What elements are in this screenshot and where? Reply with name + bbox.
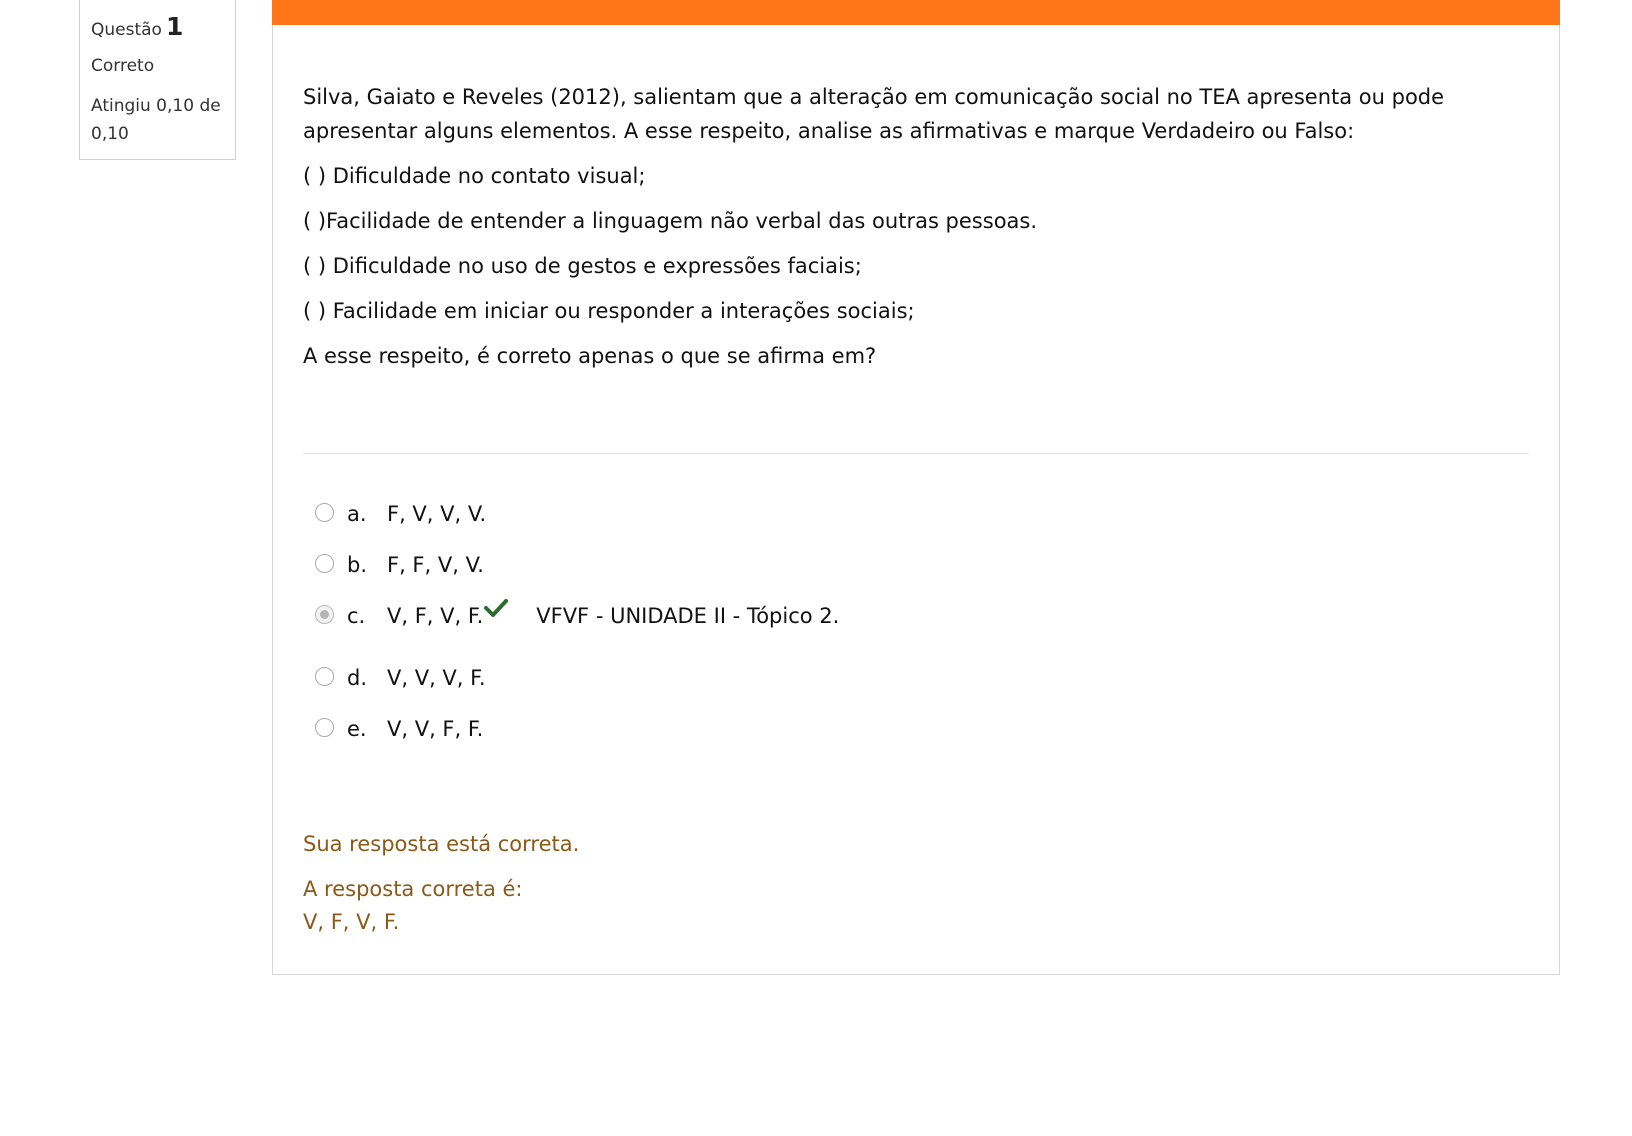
answer-letter: d. <box>347 666 368 690</box>
question-prompt: A esse respeito, é correto apenas o que se afirma em? <box>303 344 877 368</box>
answer-option-b[interactable] <box>315 548 484 582</box>
answer-letter: c. <box>347 604 366 628</box>
radio-button-a[interactable] <box>315 503 334 522</box>
radio-button-d[interactable] <box>315 667 334 686</box>
statement-2: ( )Facilidade de entender a linguagem não verbal das outras pessoas. <box>303 209 1038 233</box>
question-accent-bar <box>272 0 1560 25</box>
answer-option-e[interactable] <box>315 712 483 746</box>
answer-letter: e. <box>347 717 367 741</box>
answer-text: V, V, V, F. <box>387 666 486 690</box>
checkmark-icon <box>484 598 508 618</box>
answer-text: F, F, V, V. <box>387 553 484 577</box>
question-label: Questão <box>91 20 162 40</box>
question-card <box>272 0 1560 975</box>
answer-option-d[interactable] <box>315 661 486 695</box>
question-heading <box>91 12 224 45</box>
radio-button-e[interactable] <box>315 718 334 737</box>
question-state: Correto <box>91 56 155 76</box>
correct-answer-value: V, F, V, F. <box>303 910 400 934</box>
statement-3: ( ) Dificuldade no uso de gestos e expressões faciais; <box>303 254 862 278</box>
question-grade: Atingiu 0,10 de 0,10 <box>91 96 221 144</box>
radio-button-b[interactable] <box>315 554 334 573</box>
general-feedback <box>303 828 579 939</box>
question-number: 1 <box>165 12 184 41</box>
correct-answer-label: A resposta correta é: <box>303 877 523 901</box>
statement-1: ( ) Dificuldade no contato visual; <box>303 164 646 188</box>
answer-text: V, V, F, F. <box>387 717 484 741</box>
result-message: Sua resposta está correta. <box>303 832 580 856</box>
question-intro: Silva, Gaiato e Reveles (2012), salientam que a alteração em comunicação social no TEA apresenta ou pode apresentar alguns elementos. A esse respeito, analise as afirmativas e marque Verdadeiro ou Falso: <box>303 85 1445 143</box>
radio-button-c-selected[interactable] <box>315 605 334 624</box>
statement-4: ( ) Facilidade em iniciar ou responder a interações sociais; <box>303 299 915 323</box>
answer-text: V, F, V, F. <box>387 604 484 628</box>
answer-option-a[interactable] <box>315 497 486 531</box>
answer-letter: a. <box>347 502 367 526</box>
question-info-box <box>79 0 236 160</box>
divider <box>303 453 1529 454</box>
answer-text: F, V, V, V. <box>387 502 487 526</box>
answer-letter: b. <box>347 553 368 577</box>
question-text <box>303 80 1503 384</box>
answer-option-c[interactable] <box>315 599 839 633</box>
answer-specific-feedback: VFVF - UNIDADE II - Tópico 2. <box>536 604 840 628</box>
